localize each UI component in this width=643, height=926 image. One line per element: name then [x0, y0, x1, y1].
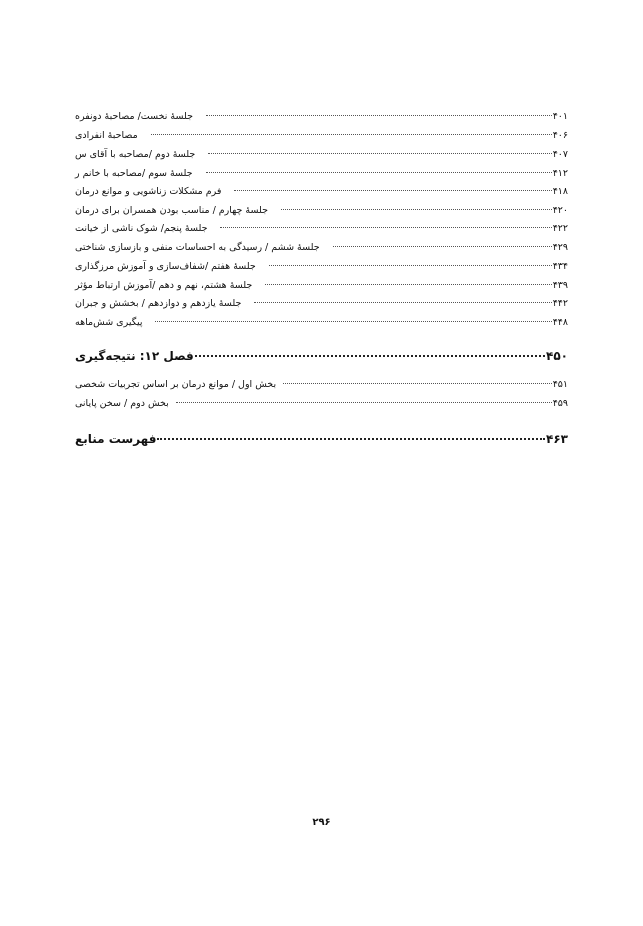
leader-dots — [254, 302, 551, 303]
chapter-page: ۴۵۰ — [546, 349, 568, 363]
toc-entry — [75, 317, 568, 328]
toc-entry-page: ۴۱۲ — [552, 168, 568, 179]
leader-dots — [220, 227, 551, 228]
leader-dots — [206, 115, 552, 116]
leader-dots — [195, 355, 545, 357]
leader-dots — [157, 438, 545, 440]
leader-dots — [269, 265, 552, 266]
toc-entry-page: ۴۳۹ — [552, 280, 568, 291]
toc-entry — [75, 111, 568, 122]
toc-entry-title: فرم مشکلات زناشویی و موانع درمان — [75, 186, 222, 197]
toc-references — [75, 432, 568, 446]
toc-entry-title: پیگیری شش‌ماهه — [75, 317, 143, 328]
toc-entry — [75, 298, 568, 309]
toc-entry — [75, 205, 568, 216]
section-title: بخش اول / موانع درمان بر اساس تجربیات شخصی — [75, 379, 277, 390]
toc-entry — [75, 261, 568, 272]
toc-entry-page: ۴۴۲ — [552, 298, 568, 309]
toc-entry-title: جلسهٔ یازدهم و دوازدهم / بخشش و جبران — [75, 298, 242, 309]
toc-chapter-12 — [75, 349, 568, 363]
toc-entry-page: ۴۳۴ — [552, 261, 568, 272]
references-page: ۴۶۳ — [546, 432, 568, 446]
toc-entry — [75, 242, 568, 253]
toc-entry — [75, 130, 568, 141]
leader-dots — [155, 321, 551, 322]
toc-section — [75, 398, 568, 409]
toc-entry-title: جلسهٔ ششم / رسیدگی به احساسات منفی و بازسازی شناختی — [75, 242, 320, 253]
references-title: فهرست منابع — [75, 432, 157, 446]
toc-entry-title: جلسهٔ نخست/ مصاحبهٔ دونفره — [75, 111, 193, 122]
page-number: ۲۹۶ — [312, 817, 331, 828]
toc-entry-page: ۴۲۹ — [552, 242, 568, 253]
leader-dots — [176, 402, 552, 403]
leader-dots — [234, 190, 551, 191]
toc-entry-page: ۴۰۱ — [552, 111, 568, 122]
leader-dots — [333, 246, 552, 247]
toc-entry-title: مصاحبهٔ انفرادی — [75, 130, 138, 141]
leader-dots — [265, 284, 551, 285]
toc-entry-title: جلسهٔ هفتم /شفاف‌سازی و آموزش مرزگذاری — [75, 261, 256, 272]
toc-entry-page: ۴۱۸ — [552, 186, 568, 197]
toc-entry-page: ۴۲۲ — [552, 223, 568, 234]
section-title: بخش دوم / سخن پایانی — [75, 398, 169, 409]
leader-dots — [151, 134, 552, 135]
section-page: ۴۵۹ — [552, 398, 568, 409]
toc-entry — [75, 280, 568, 291]
toc-entry-page: ۴۰۶ — [552, 130, 568, 141]
toc-entry-title: جلسهٔ سوم /مصاحبه با خانم ر — [75, 168, 193, 179]
toc-entry — [75, 168, 568, 179]
leader-dots — [208, 153, 551, 154]
toc-entry-title: جلسهٔ هشتم، نهم و دهم /آموزش ارتباط مؤثر — [75, 280, 253, 291]
toc-entry-page: ۴۰۷ — [552, 149, 568, 160]
leader-dots — [281, 209, 552, 210]
toc-entry-title: جلسهٔ چهارم / مناسب بودن همسران برای درمان — [75, 205, 269, 216]
leader-dots — [283, 383, 552, 384]
toc-section — [75, 379, 568, 390]
toc-entry-title: جلسهٔ پنجم/ شوک ناشی از خیانت — [75, 223, 208, 234]
chapter-title: فصل ۱۲: نتیجه‌گیری — [75, 349, 194, 363]
section-page: ۴۵۱ — [552, 379, 568, 390]
toc-entry-page: ۴۴۸ — [552, 317, 568, 328]
toc-entry — [75, 223, 568, 234]
leader-dots — [206, 172, 552, 173]
toc-entry — [75, 186, 568, 197]
toc-entry-page: ۴۲۰ — [552, 205, 568, 216]
toc-entry — [75, 149, 568, 160]
toc-entry-title: جلسهٔ دوم /مصاحبه با آقای س — [75, 149, 196, 160]
